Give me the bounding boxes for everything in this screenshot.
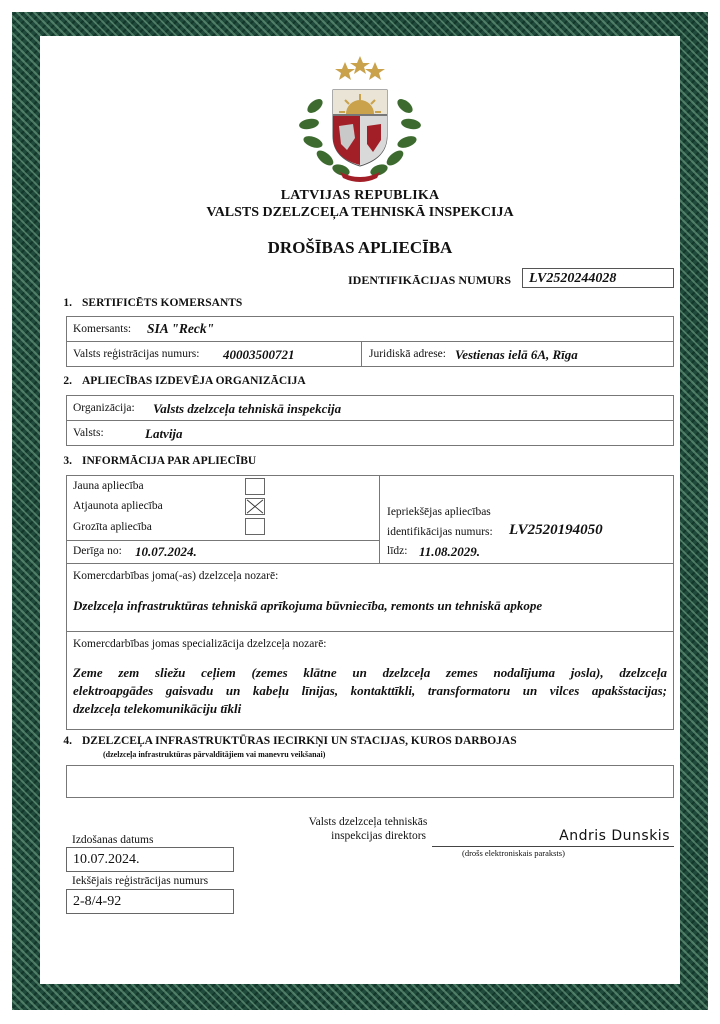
certificate-info-box	[66, 475, 674, 730]
previous-id-label-2: identifikācijas numurs:	[387, 526, 493, 538]
specialization-line-1: Zeme zem sliežu ceļiem (zemes klātne un dzelzceļa zemes nodalījuma josla), dzelzceļa	[73, 665, 667, 680]
country-label: Valsts:	[73, 427, 104, 439]
type-renewed-label: Atjaunota apliecība	[73, 500, 163, 512]
previous-id-label-1: Iepriekšējas apliecības	[387, 506, 491, 518]
type-renewed-checkbox[interactable]	[245, 498, 265, 515]
country-value: Latvija	[145, 426, 183, 441]
signature-line	[432, 846, 674, 847]
document-title: DROŠĪBAS APLIECĪBA	[267, 238, 453, 257]
merchant-value: SIA "Reck"	[147, 321, 215, 336]
regnum-label: Valsts reģistrācijas numurs:	[73, 348, 200, 360]
section-2-heading: 2. APLIECĪBAS IZDEVĒJA ORGANIZĀCIJA	[63, 375, 306, 387]
organization-label: Organizācija:	[73, 402, 135, 414]
check-x-icon	[246, 499, 264, 514]
id-number-value: LV2520244028	[522, 268, 674, 288]
issue-date-value: 10.07.2024.	[66, 847, 234, 872]
director-label-2: inspekcijas direktors	[331, 830, 426, 842]
type-amended-label: Grozīta apliecība	[73, 521, 152, 533]
row-divider	[361, 342, 362, 366]
validity-rule-left	[67, 540, 379, 541]
validity-rule-bottom	[67, 563, 673, 564]
section-1-heading: 1. SERTIFICĒTS KOMERSANTS	[63, 297, 243, 309]
regnum-value: 40003500721	[223, 347, 295, 362]
valid-to-label: līdz:	[387, 545, 408, 557]
section-4-heading: 4. DZELZCEĻA INFRASTRUKTŪRAS IECIRKŅI UN STACIJAS, KUROS DARBOJAS	[63, 735, 517, 747]
republic-heading: LATVIJAS REPUBLIKA	[280, 188, 440, 203]
type-new-checkbox[interactable]	[245, 478, 265, 495]
address-label: Juridiskā adrese:	[369, 348, 446, 360]
country-row	[66, 420, 674, 446]
valid-to-value: 11.08.2029.	[419, 544, 481, 559]
specialization-line-2: elektroapgādes gaisvadu un kabeļu līnijas, kontakttīkli, transformatoru un vilces apakšstacijas;	[73, 683, 667, 698]
section-4-subtitle: (dzelzceļa infrastruktūras pārvaldītājiem vai manevru veikšanai)	[103, 750, 326, 759]
merchant-row	[66, 316, 674, 342]
organization-value: Valsts dzelzceļa tehniskā inspekcija	[153, 401, 342, 416]
section-3-heading: 3. INFORMĀCIJA PAR APLIECĪBU	[63, 455, 257, 467]
section-4-value-box	[66, 765, 674, 798]
director-label-1: Valsts dzelzceļa tehniskās	[308, 816, 428, 828]
info-divider	[379, 476, 380, 563]
specialization-label: Komercdarbības jomas specializācija dzelzceļa nozarē:	[73, 638, 327, 650]
address-value: Vestienas ielā 6A, Rīga	[455, 347, 578, 362]
specialization-line-3: dzelzceļa telekomunikāciju tīkli	[73, 701, 242, 716]
internal-reg-value: 2-8/4-92	[66, 889, 234, 914]
merchant-label: Komersants:	[73, 323, 132, 335]
internal-reg-label: Iekšējais reģistrācijas numurs	[72, 875, 209, 887]
signature-note: (drošs elektroniskais paraksts)	[462, 848, 565, 858]
registration-row	[66, 341, 674, 367]
coat-of-arms-emblem	[295, 46, 425, 196]
organization-row	[66, 395, 674, 421]
type-new-label: Jauna apliecība	[73, 480, 144, 492]
valid-from-label: Derīga no:	[73, 545, 122, 557]
inspectorate-heading: VALSTS DZELZCEĻA TEHNISKĀ INSPEKCIJA	[206, 205, 514, 220]
valid-from-value: 10.07.2024.	[135, 544, 197, 559]
certificate-page	[40, 36, 680, 984]
activity-field-label: Komercdarbības joma(-as) dzelzceļa nozarē:	[73, 570, 279, 582]
previous-id-value: LV2520194050	[509, 522, 603, 538]
issue-date-label: Izdošanas datums	[72, 834, 154, 846]
type-amended-checkbox[interactable]	[245, 518, 265, 535]
activity-rule	[67, 631, 673, 632]
signature-name: Andris Dunskis	[559, 828, 670, 844]
activity-field-value: Dzelzceļa infrastruktūras tehniskā aprīkojuma būvniecība, remonts un tehniskā apkope	[73, 598, 543, 613]
id-number-label: IDENTIFIKĀCIJAS NUMURS	[348, 273, 512, 287]
